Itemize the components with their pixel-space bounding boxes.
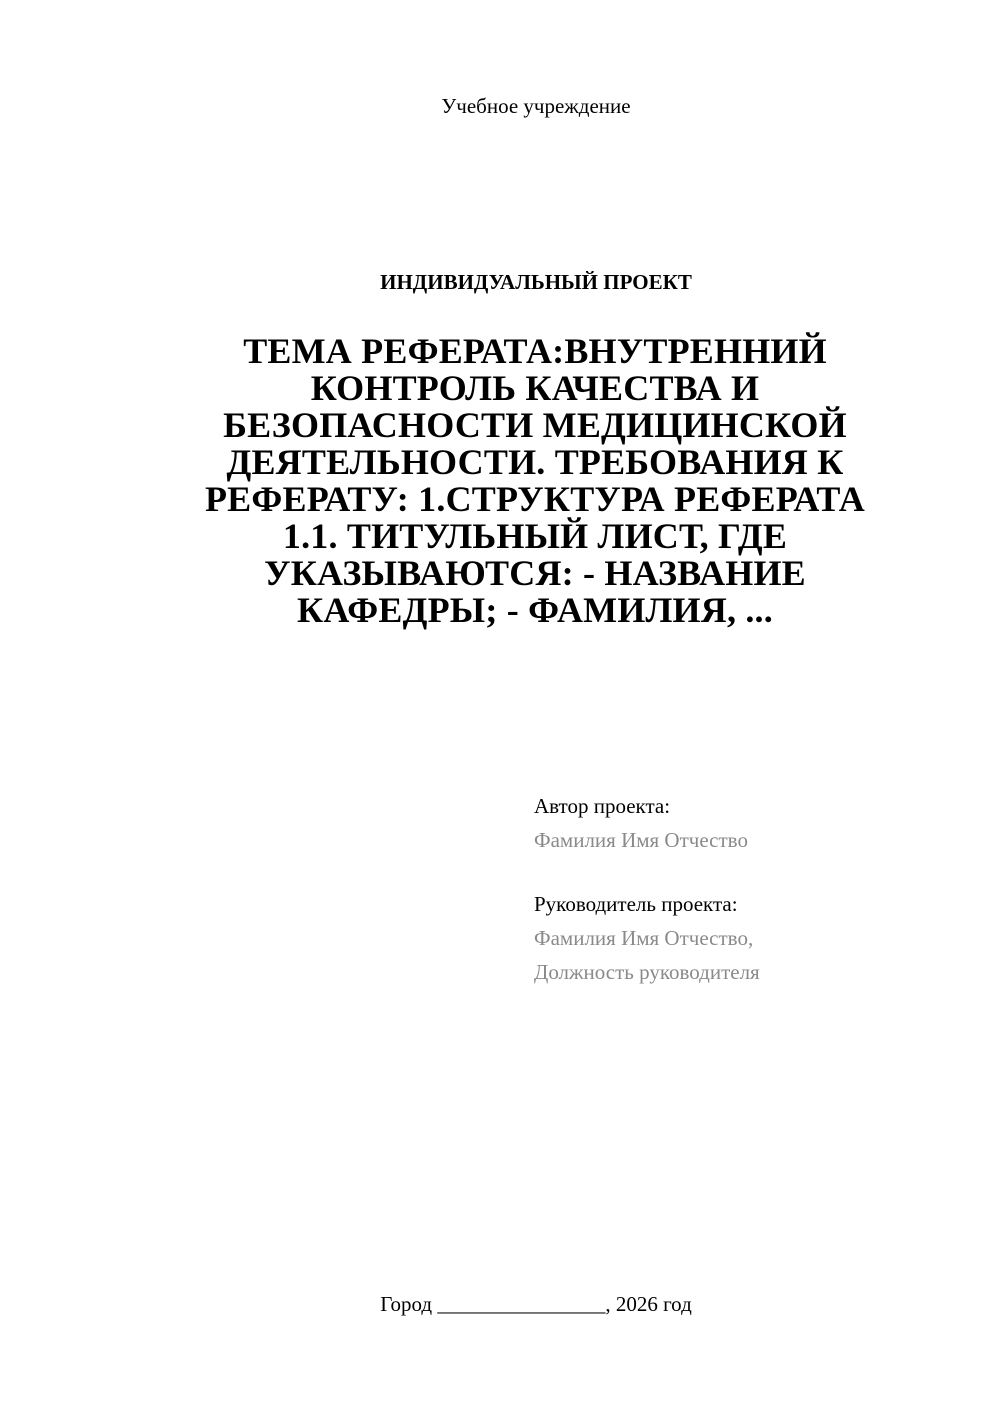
authors-block <box>534 789 954 989</box>
spacer <box>534 857 954 887</box>
topic-line: ДЕЯТЕЛЬНОСТИ. ТРЕБОВАНИЯ К <box>226 442 844 482</box>
topic-line: ТЕМА РЕФЕРАТА:ВНУТРЕННИЙ <box>243 331 827 371</box>
topic-line: РЕФЕРАТУ: 1.СТРУКТУРА РЕФЕРАТА <box>204 479 865 519</box>
author-label: Автор проекта: <box>534 794 671 818</box>
topic-line: 1.1. ТИТУЛЬНЫЙ ЛИСТ, ГДЕ <box>282 516 788 556</box>
project-type: ИНДИВИДУАЛЬНЫЙ ПРОЕКТ <box>380 270 692 294</box>
city-year-line: Город ________________, 2026 год <box>380 1292 692 1316</box>
supervisor-name: Фамилия Имя Отчество, <box>534 926 754 950</box>
topic-line: УКАЗЫВАЮТСЯ: - НАЗВАНИЕ <box>264 553 806 593</box>
project-topic <box>170 333 900 629</box>
topic-line: КОНТРОЛЬ КАЧЕСТВА И <box>310 368 760 408</box>
institution-name: Учебное учреждение <box>441 94 631 118</box>
topic-line: КАФЕДРЫ; - ФАМИЛИЯ, ... <box>297 590 773 630</box>
topic-line: БЕЗОПАСНОСТИ МЕДИЦИНСКОЙ <box>223 405 847 445</box>
author-name: Фамилия Имя Отчество <box>534 828 748 852</box>
supervisor-position: Должность руководителя <box>534 960 760 984</box>
supervisor-label: Руководитель проекта: <box>534 892 738 916</box>
